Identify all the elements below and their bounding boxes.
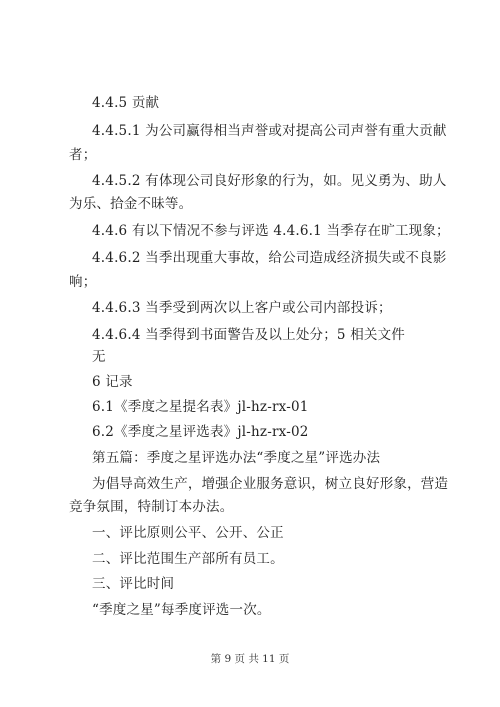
- text-line: 4.4.6.3 当季受到两次以上客户或公司内部投诉；: [92, 300, 392, 316]
- text-line: 竞争氛围，特制订本办法。: [69, 499, 234, 515]
- text-line: 无: [92, 349, 106, 365]
- text-line: 响；: [69, 274, 97, 290]
- text-line: 4.4.5.2 有体现公司良好形象的行为，如。见义勇为、助人: [92, 173, 447, 189]
- page-number-footer: 第 9 页 共 11 页: [210, 653, 290, 665]
- text-line: 二、评比范围生产部所有员工。: [92, 551, 284, 567]
- chapter-title: 第五篇：季度之星评选办法“季度之星”评选办法: [92, 450, 381, 466]
- text-line: 4.4.5 贡献: [92, 95, 160, 111]
- text-line: 为倡导高效生产，增强企业服务意识，树立良好形象，营造: [92, 476, 449, 492]
- text-line: 一、评比原则公平、公开、公正: [92, 525, 284, 541]
- text-line: 4.4.6.4 当季得到书面警告及以上处分；5 相关文件: [92, 327, 406, 343]
- text-line: 4.4.6 有以下情况不参与评选 4.4.6.1 当季存在旷工现象；: [92, 223, 450, 239]
- text-line: 三、评比时间: [92, 576, 175, 592]
- text-line: 4.4.6.2 当季出现重大事故，给公司造成经济损失或不良影: [92, 250, 447, 266]
- text-line: 6.2《季度之星评选表》jl-hz-rx-02: [92, 424, 309, 440]
- text-line: “季度之星”每季度评选一次。: [92, 602, 271, 618]
- section-heading: 6 记录: [92, 374, 133, 390]
- text-line: 为乐、拾金不昧等。: [69, 196, 193, 212]
- text-line: 6.1《季度之星提名表》jl-hz-rx-01: [92, 399, 309, 415]
- text-line: 4.4.5.1 为公司赢得相当声誉或对提高公司声誉有重大贡献: [92, 123, 447, 139]
- text-line: 者；: [69, 147, 97, 163]
